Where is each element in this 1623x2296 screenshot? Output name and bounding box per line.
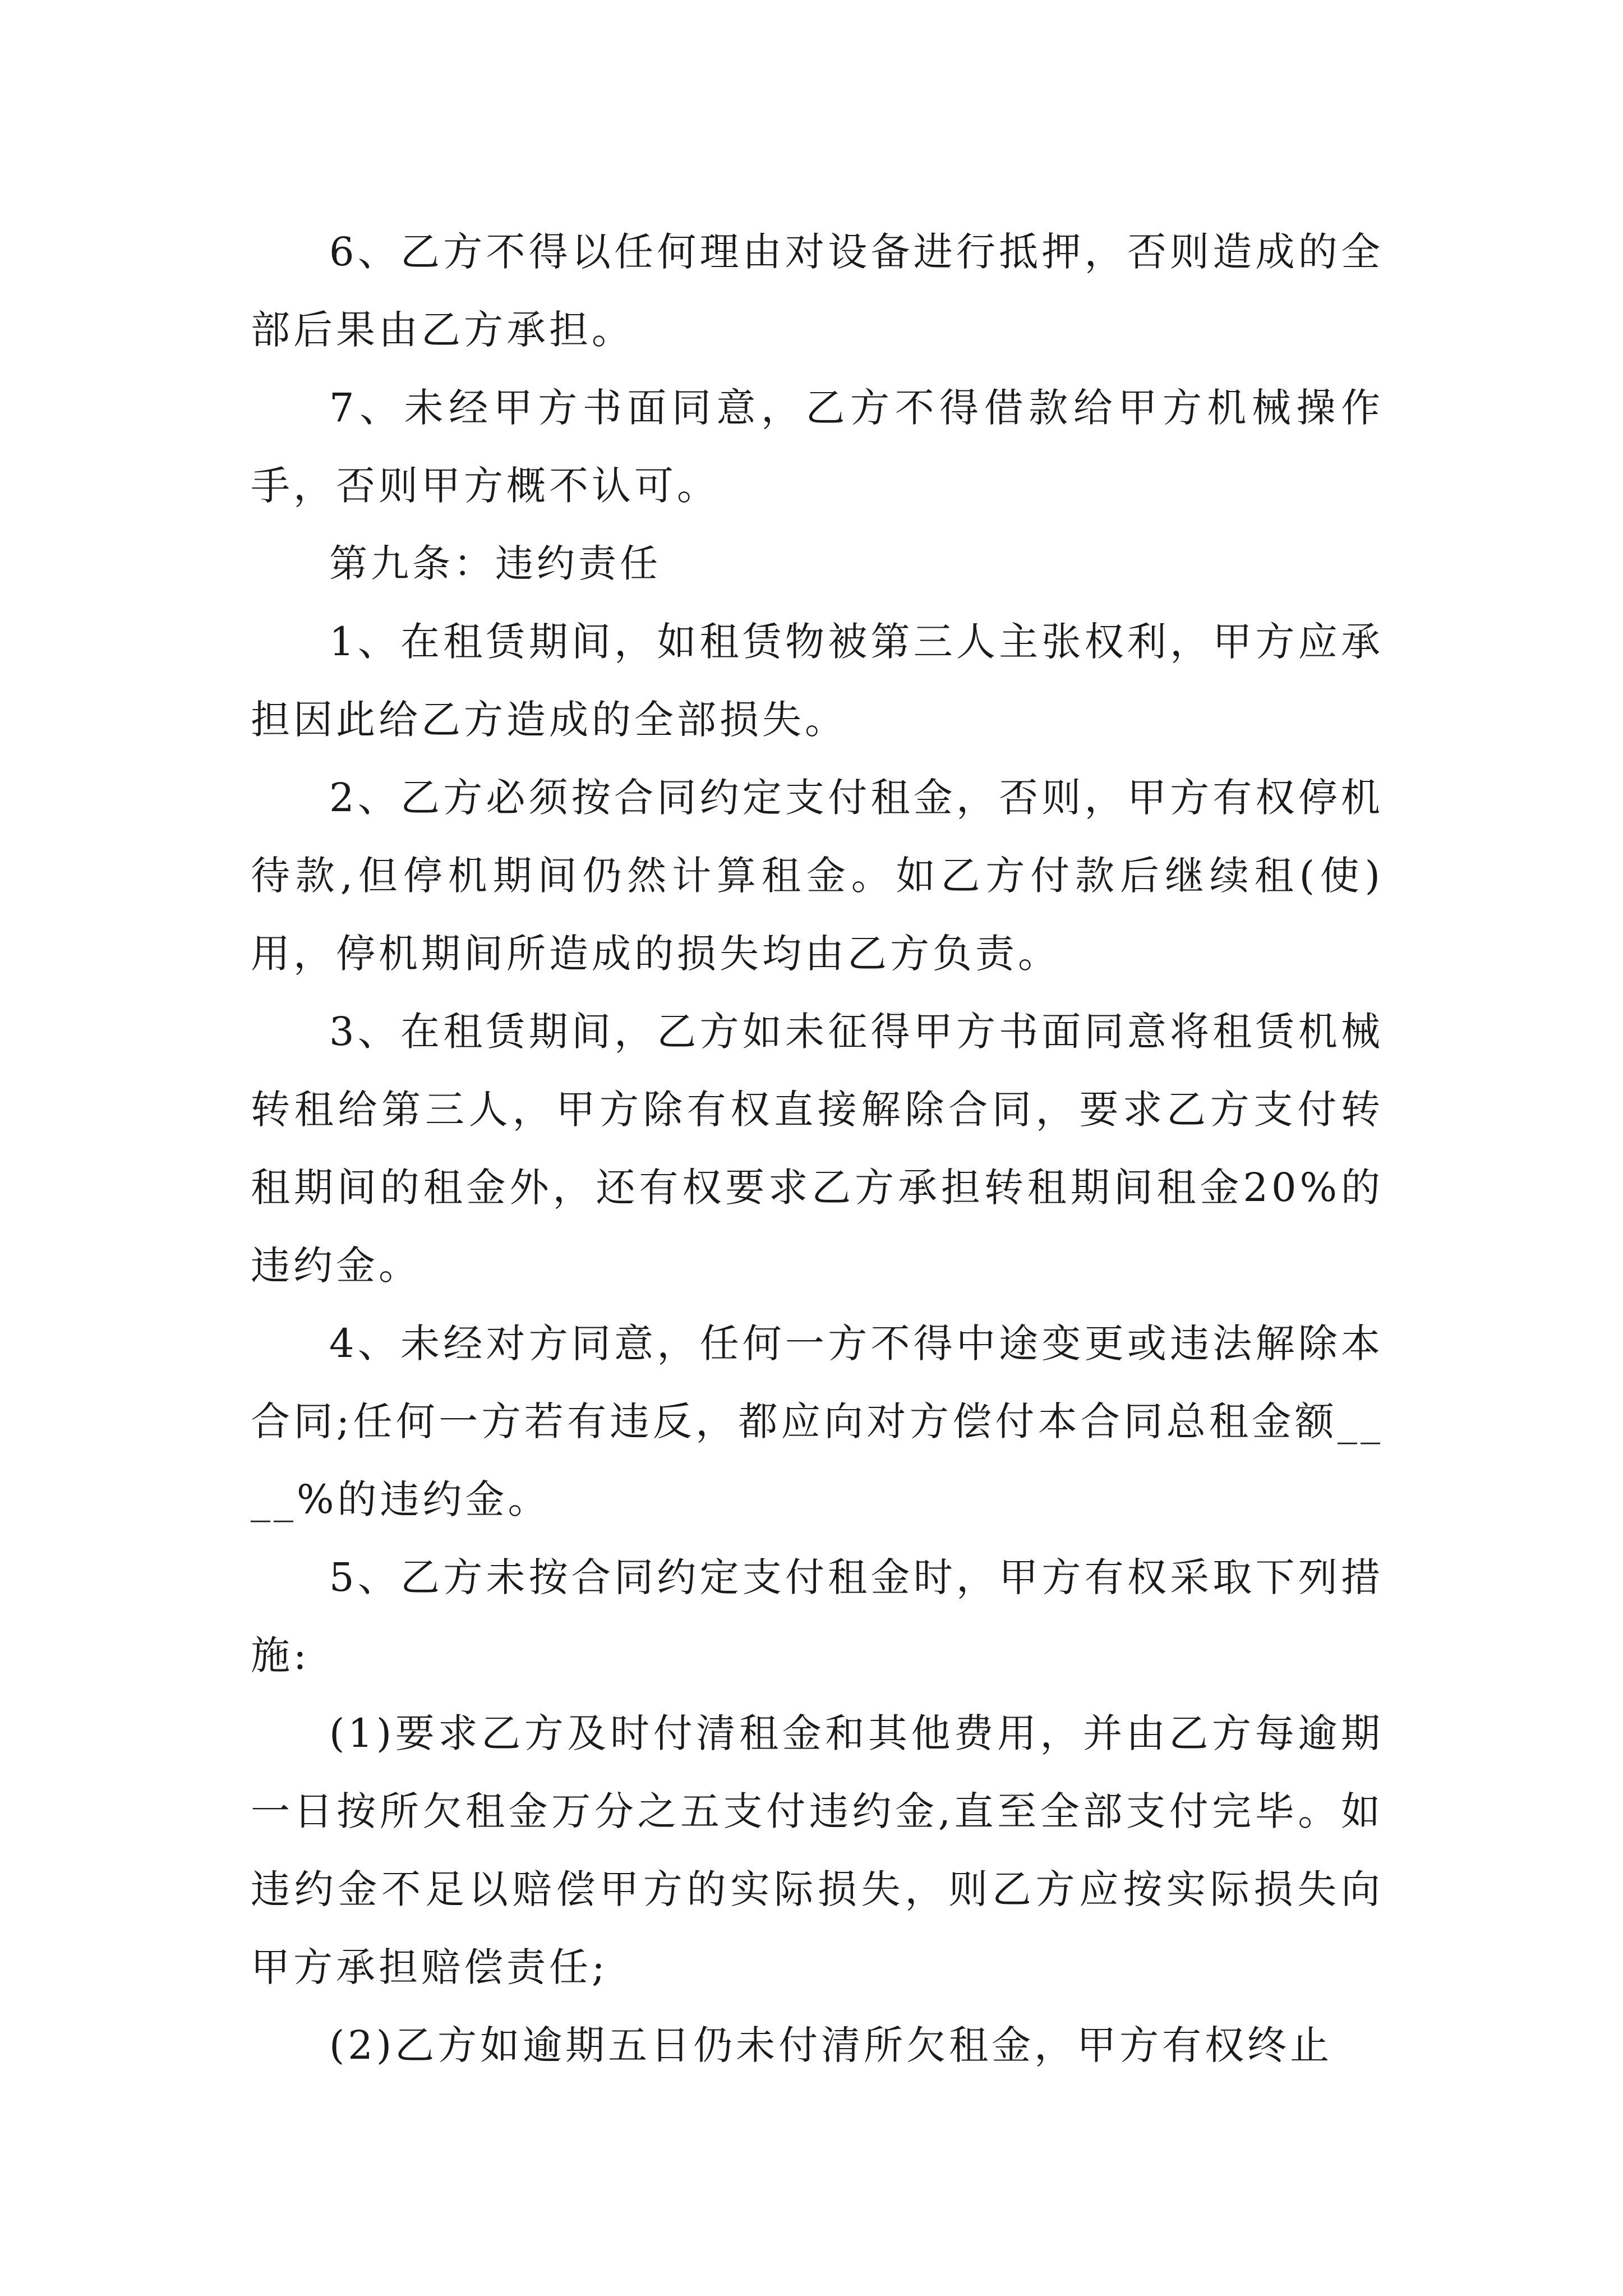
breach-clause-3: 3、在租赁期间，乙方如未征得甲方书面同意将租赁机械转租给第三人，甲方除有权直接解除合同，要求乙方支付转租期间的租金外，还有权要求乙方承担转租期间租金20%的违约金。 <box>251 1009 1384 1289</box>
breach-clause-5-item-2: (2)乙方如逾期五日仍未付清所欠租金，甲方有权终止 <box>329 2022 1333 2068</box>
section-heading-article-9: 第九条：违约责任 <box>329 542 662 586</box>
clause-7: 7、未经甲方书面同意，乙方不得借款给甲方机械操作手，否则甲方概不认可。 <box>251 385 1384 509</box>
clause-6: 6、乙方不得以任何理由对设备进行抵押，否则造成的全部后果由乙方承担。 <box>251 229 1384 353</box>
breach-clause-1: 1、在租赁期间，如租赁物被第三人主张权利，甲方应承担因此给乙方造成的全部损失。 <box>251 619 1384 743</box>
breach-clause-5-item-1: (1)要求乙方及时付清租金和其他费用，并由乙方每逾期一日按所欠租金万分之五支付违约金,直至全部支付完毕。如违约金不足以赔偿甲方的实际损失，则乙方应按实际损失向甲方承担赔偿责任; <box>251 1710 1384 1990</box>
breach-clause-5: 5、乙方未按合同约定支付租金时，甲方有权采取下列措施: <box>251 1554 1384 1678</box>
breach-clause-4: 4、未经对方同意，任何一方不得中途变更或违法解除本合同;任何一方若有违反，都应向对方偿付本合同总租金额____%的违约金。 <box>251 1320 1384 1522</box>
breach-clause-2: 2、乙方必须按合同约定支付租金，否则，甲方有权停机待款,但停机期间仍然计算租金。如乙方付款后继续租(使)用，停机期间所造成的损失均由乙方负责。 <box>251 775 1384 977</box>
document-body <box>251 213 1384 2085</box>
